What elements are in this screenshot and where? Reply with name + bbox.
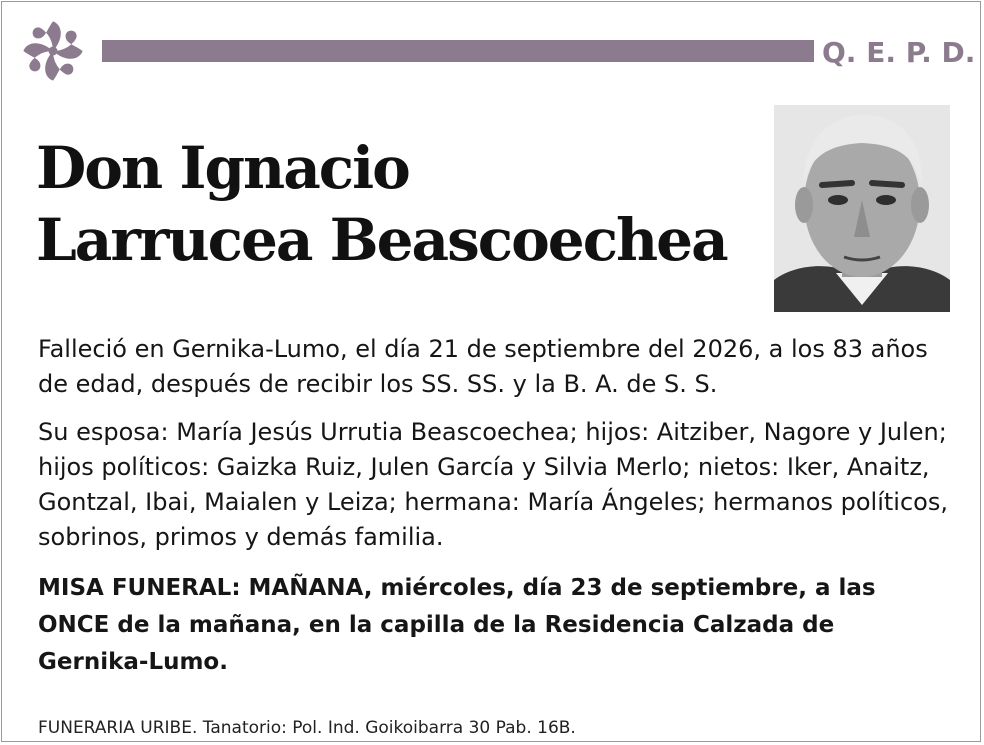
portrait-photo <box>774 105 950 312</box>
header-bar <box>102 40 814 62</box>
deceased-name <box>36 132 766 276</box>
name-line-2: Larrucea Beascoechea <box>36 206 727 274</box>
lauburu-icon <box>16 14 90 88</box>
obituary-card <box>1 1 981 742</box>
name-line-1: Don Ignacio <box>36 134 409 202</box>
death-notice: Falleció en Gernika-Lumo, el día 21 de septiembre del 2026, a los 83 años de edad, después de recibir los SS. SS. y la B. A. de S. S. <box>38 335 928 398</box>
funeral-home-info: FUNERARIA URIBE. Tanatorio: Pol. Ind. Goikoibarra 30 Pab. 16B. <box>38 718 576 738</box>
family-list: Su esposa: María Jesús Urrutia Beascoechea; hijos: Aitziber, Nagore y Julen; hijos políticos: Gaizka Ruiz, Julen García y Silvia Merlo; nietos: Iker, Anaitz, Gontzal, Ibai, Maialen y Leiza; hermana: María Ángeles; hermanos políticos, sobrinos, primos y demás familia. <box>38 418 948 551</box>
funeral-details: MISA FUNERAL: MAÑANA, miércoles, día 23 de septiembre, a las ONCE de la mañana, en la capilla de la Residencia Calzada de Gernika-Lumo. <box>38 575 876 675</box>
qepd-label: Q. E. P. D. <box>822 36 976 69</box>
